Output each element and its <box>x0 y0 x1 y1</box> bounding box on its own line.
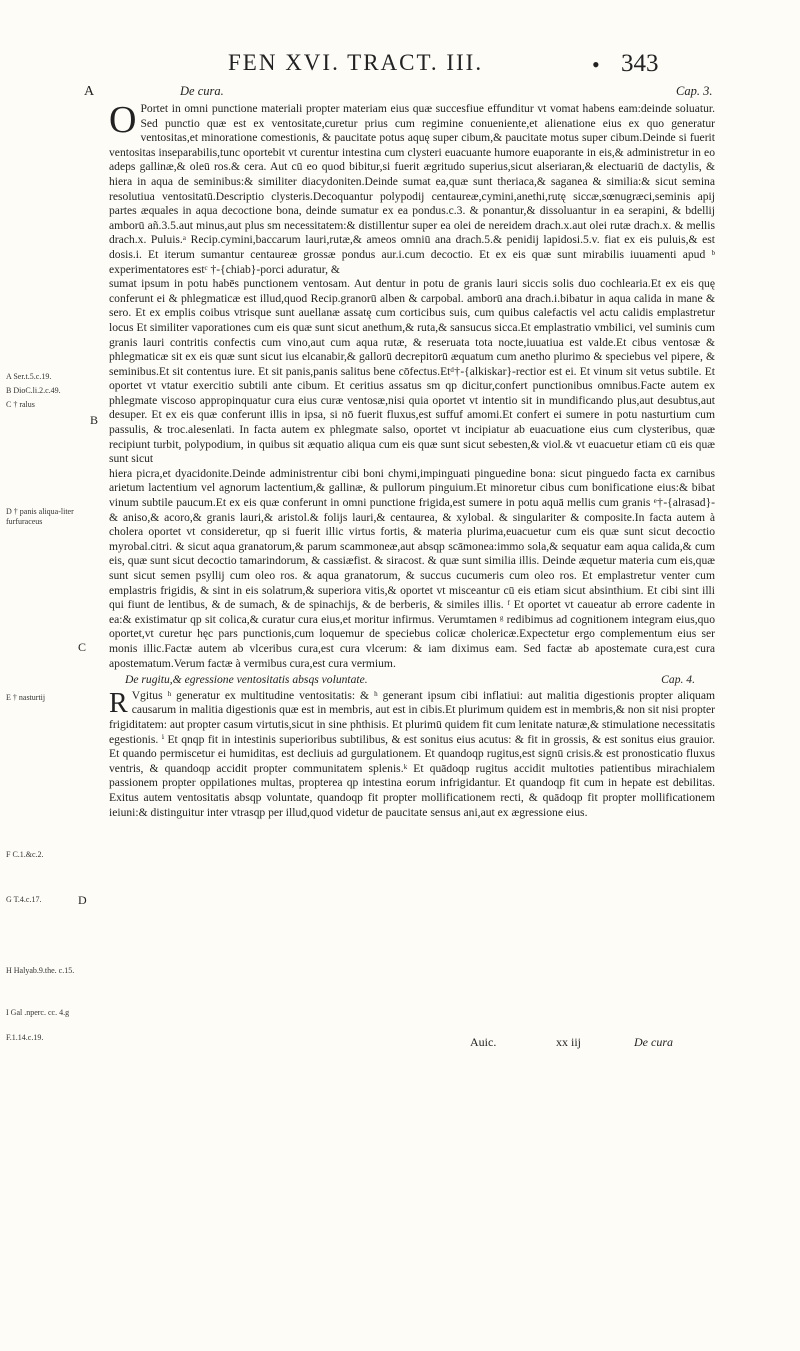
catchword-auic: Auic. <box>470 1035 497 1049</box>
section-letter-c: C <box>78 640 87 654</box>
drop-cap-r: R <box>109 687 128 719</box>
margin-note: H Halyab.9.the. c.15. <box>6 966 75 975</box>
drop-cap-o: O <box>109 99 137 141</box>
margin-note: B DioC.li.2.c.49. <box>6 386 61 395</box>
margin-note: I Gal .nperc. cc. 4.g <box>6 1008 70 1017</box>
margin-note: A Ser.t.5.c.19. <box>6 372 52 381</box>
paragraph-4-text: Vgitus ʰ generatur ex multitudine ventositatis: & ʰ generant ipsum cibi inflatiui: aut malitia digestionis propter aliquam causarum in malitia digestionis quæ est in membris, aut est in cibis.Et plurimum quidem est in membris,& non sit nisi propter frigiditatem: aut propter casum virtutis,sicut in sine phthisis. Et plurimū quidem fit cum lenitate naturæ,& stimulatione necessitatis egestionis. ⁱ Et qnqp fit in intestinis superioribus subtilibus, & est sonitus eius acutus: & fit in grossis, & est sonitus eius grauior. Et quando permiscetur ei humiditas, est decliuis ad gurgulationem. Et quandoqp rugitus,est signū crisis.& est pronosticatio fluxus ventris, & quandoqp accidit propter communitatem splenis.ᵏ Et quādoqp rugitus accidit multoties patientibus mirachialem passionem propter oppilationes multas, propterea qp intestina eorum infrigidantur. Et quandoqp fit cum in hepate est debilitas. Exitus autem ventositatis absqp voluntate, quandoqp fit propter mollificationem recti, & quādoqp fit propter mollificationem ieiuni:& distinguitur inter vtrasqp per illud,quod videtur de paucitate sensus ani,aut ex ægressione eius. <box>109 688 715 819</box>
running-dot: • <box>592 52 600 77</box>
margin-note: C † ralus <box>6 400 35 409</box>
body-text <box>109 99 715 820</box>
section-letter-d: D <box>78 893 87 907</box>
margin-notes <box>6 0 100 1351</box>
running-head <box>0 50 800 82</box>
subhead-left: De cura. <box>180 84 224 98</box>
margin-note: E † nasturtij <box>6 693 46 702</box>
margin-note: G T.4.c.17. <box>6 895 42 904</box>
margin-note: F C.1.&c.2. <box>6 850 44 859</box>
chapter-heading <box>109 673 715 688</box>
chapter-title: De rugitu,& egressione ventositatis absqs voluntate. <box>125 673 368 687</box>
paragraph-2: sumat ipsum in potu habēs punctionem ventosam. Aut dentur in potu de granis lauri siccis solis duo cochlearia.Et ex eis quę conferunt ei & phlegmaticæ est illud,quod Recip.granorū alben & carpobal. amborū ana drach.i.bibatur in aqua calida in mane & sero. Et ex emplis coibus vtrisque sunt auellanæ assatę cum corticibus suis, cum quibus calefactis vel actu calidis emplastretur locus Et similiter vaporationes cum eis quæ sunt sicut anethum,& ruta,& sansucus sicca.Et emplastratio vmbilici, vel suminis cum granis lauri contritis confectis cum vino,aut cum aqua rutæ, & reseruata tota nocte,iuuatiua est valde.Et cibus ventosæ & phlegmaticæ sit ex eis quæ sunt sicut ius elcanabir,& gallorū decrepitorū æquatum cum anetho plurimo & speciebus vel pipere, & seminibus.Et sit contentus iure. Et sit panis,panis salitus bene cōfectus.Etᵈ†-{alkiskar}-rectior est ei. Et vinum sit vetus subtile. Et oportet vt vtatur exercitio subtili ante cibum. Et ceritius assatus sm qp dicitur,confert punctionibus omnibus.Facte autem ex phlegmate viscoso appropinquatur cura eius curæ ventosæ,nisi quia oportet vt intentio sit in mundificando plus,aut desubtus,aut desuper. Et ex eis quæ conferunt illis in ipsa, si nō fuerit fluxus,est suffuf amomi.Et confert ei sumere in potu nasturtium cum passulis, & troc.alesenlati. In facta autem ex phlegmate salso, oportet vt incipiatur ab euacuatione eius cum clysteribus, quæ recipiunt turbit, polypodium, in quibus sit æquatio aliqua cum eis quæ sunt sicut sebesten,& viol.& vt euacuetur etiam cū eis quæ sunt sicut <box>109 277 715 466</box>
section-letter-a: A <box>84 84 95 99</box>
section-subhead <box>80 84 720 104</box>
chapter-number: Cap. 4. <box>661 673 695 687</box>
paragraph-1-text: Portet in omni punctione materiali propter materiam eius quæ succesfiue effunditur vt vomat habens eam:deinde soluatur. Sed punctio quæ est ex ventositate,curetur prius cum regimine conueniente,et alienatione eius ex quo generatur ventositas,et minoratione comestionis, & paucitate potus aquę super cibum,& paucitate motus super cibum.Deinde si fuerit ventositas inseparabilis,tunc oportebit vt curentur intestina cum clysteri euacuante humore euaporante in eis,& administretur in eo adeps gallinæ,& oleū ros.& cera. Aut cū eo quod bibitur,si fuerit ægritudo superius,sicut alseriaran,& electuariū de dactylis, & hiera in aqua de seminibus:& similiter diacydoniten.Deinde sumat ea,quæ sunt theriaca,& saganea & similia:& sicut semina resolutiua ventositatū.Descriptio clysteris.Decoquantur polypodij centaureæ,cymini,anethi,rutę siccæ,sœnugræci,seminis apij partes æquales in aqua decoctione bona, deinde sumatur ex ea pondus.c.3. & ponantur,& dissoluantur in ea serapini, & bdellij amborū añ.3.5.aut minus,aut plus sm necessitatem:& distillentur super ea olei de nereidem drach.x.aut olei rutæ drach.x. & mellis drach.x. Puluis.ᵃ Recip.cymini,baccarum lauri,rutæ,& ameos omniū ana drach.5.& penidij lapidosi.5.v. fiat ex eis puluis,& est dosis.i. Et iterum sumantur centaureæ grossæ pondus aur.i.cum decoctio. Et ex eis quæ sunt mirabilis iuuamenti apud ᵇ experimentatores estᶜ †-{chiab}-porci aduratur, & <box>109 102 715 276</box>
paragraph-3: hiera picra,et dyacidonite.Deinde administrentur cibi boni chymi,impinguati pinguedine bona: sicut pinguedo facta ex carnibus arietum lactentium vel agnorum lactentium,& gallinæ, & pullorum pinguium.Et minoretur cibus cum bonificatione eius:& bibat vinum subtile paucum.Et ex eis quæ conferunt in omni punctione frigida,est sumere in potu aquā mellis cum granis ᵉ†-{alrasad}-& aniso,& acoro,& granis lauri,& aristol.& folijs lauri,& centaurea, & xylobal. & singulariter & composite.In facta autem à cholera oportet vt consideretur, qp si fuerit illic virtus fortis, & materia plurima,euacuetur cum eis quæ sunt sicut decoctio myrobal.citri. & sicut aqua granatorum,& parum scammoneæ,aut absqp scāmonea:immo sola,& sequatur eam aqua calida,& cum eis, quæ sunt sicut decoctio tamarindorum, & cassiæfist. & siracost. & quæ sunt similia illis. Deinde æquetur materia cum eis,quæ sunt sicut semen psyllij cum oleo ros. & aqua granatorum, & succus cucumeris cum oleo ros. Et emplastretur venter cum emplastris frigidis, & sint in eis solatrum,& superiora vitis,& oportet vt misceantur cū eis etiam sicut absinthium. Et cibi sint illi qui fiunt de lentibus, & de sumach, & de spinachijs, & de berberis, & similes illis. ᶠ Et oportet vt caueatur ab errore cadente in ea:& existimatur qp sit colica,& curatur cura eius,et moritur infirmus. Verumtamen ᵍ redibimus ad cognitionem integram eius,quo oportet,vt curetur hęc pars punctionis,cum loquemur de speciebus colicæ cholericæ.Expectetur ergo complementum eius ser monis illic.Factæ autem ab vlceribus cura,est cura vlcerum: & iam diximus eam. Sed factæ ab apostemate cura,est cura apostematum.Verum factæ à vermibus cura,est cura vermium. <box>109 466 715 670</box>
page-number: 343 <box>621 50 659 77</box>
margin-note: F.1.14.c.19. <box>6 1033 44 1042</box>
subhead-right: Cap. 3. <box>676 84 713 98</box>
running-title: FEN XVI. TRACT. III. <box>228 50 484 75</box>
section-letter-b: B <box>90 413 99 427</box>
catchwords-line <box>0 1035 800 1053</box>
catchword-next: De cura <box>634 1035 673 1049</box>
signature-mark: xx iij <box>556 1035 582 1049</box>
paragraph-1 <box>109 99 715 277</box>
paragraph-4 <box>109 689 715 820</box>
margin-note: D † panis aliqua-liter furfuraceus <box>6 507 74 526</box>
